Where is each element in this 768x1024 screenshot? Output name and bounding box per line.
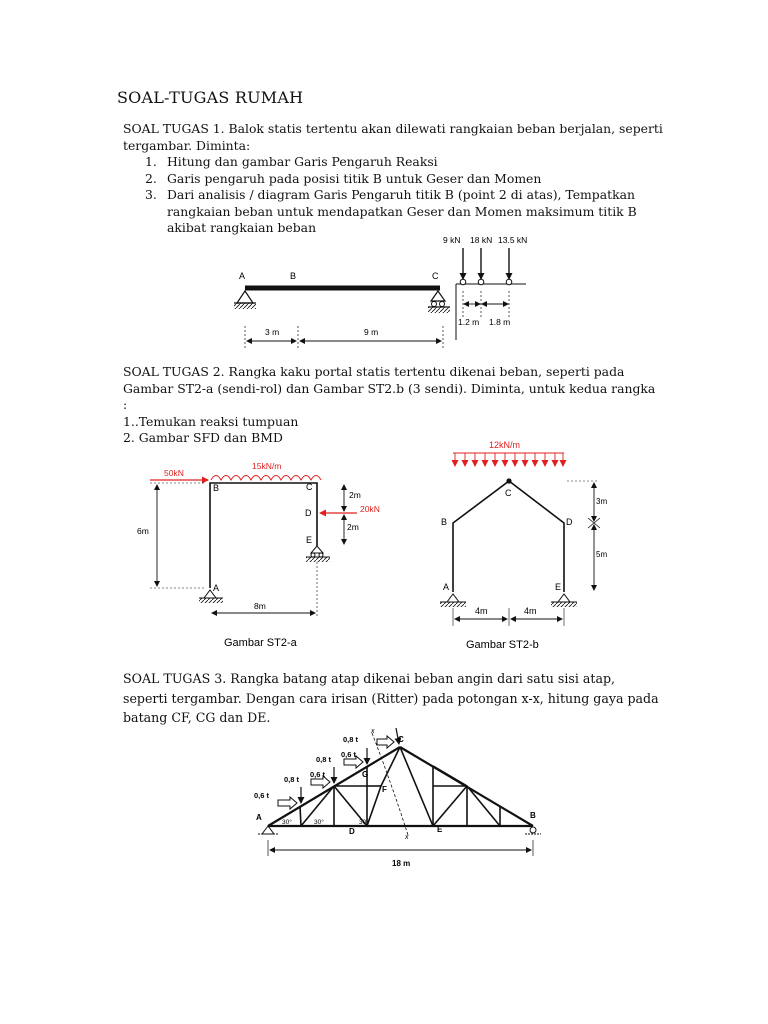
portal-figure-a (137, 461, 380, 649)
load-label: 0,8 t (343, 735, 359, 744)
portal-figure-b (440, 440, 607, 651)
dim-label: 3 m (265, 327, 280, 337)
point-label: A (256, 813, 262, 822)
roller-support-icon (428, 291, 450, 313)
task2-intro: SOAL TUGAS 2. Rangka kaku portal statis tertentu dikenai beban, seperti pada Gambar ST2-a (sendi-rol) dan Gambar ST2.b (3 sendi). Diminta, untuk kedua rangka : (123, 364, 656, 412)
dim-label: 2m (347, 522, 359, 532)
cut-label: x (371, 728, 375, 735)
dim-label: 2m (349, 490, 361, 500)
roof-truss-figure (254, 728, 541, 868)
task1-intro: SOAL TUGAS 1. Balok statis tertentu akan dilewati rangkaian beban berjalan, seperti tergambar. Diminta: (123, 121, 663, 153)
dim-label: 1.8 m (489, 317, 511, 327)
item-text: Dari analisis / diagram Garis Pengaruh titik B (point 2 di atas), Tempatkan rangkaian beban untuk mendapatkan Geser dan Momen maksimum titik B akibat rangkaian beban (167, 187, 637, 235)
dim-label: 6m (137, 526, 149, 536)
point-label: E (555, 582, 562, 592)
dim-label: 1.2 m (458, 317, 480, 327)
load-label: 13.5 kN (498, 235, 528, 245)
point-label: D (349, 827, 355, 836)
load-train (443, 235, 527, 340)
figure-caption: Gambar ST2-b (466, 639, 539, 651)
item-number: 1. (145, 154, 157, 169)
load-label: 15kN/m (252, 461, 282, 471)
pin-support-icon (258, 826, 278, 834)
angle-label: 30° (314, 819, 324, 826)
load-label: 0,6 t (254, 791, 270, 800)
pin-support-icon (551, 594, 577, 607)
dim-label: 8m (254, 601, 266, 611)
dim-label: 4m (524, 606, 537, 616)
angle-label: 30° (282, 819, 292, 826)
dim-label: 3m (596, 497, 608, 506)
pin-support-icon (234, 291, 256, 309)
item-text: Hitung dan gambar Garis Pengaruh Reaksi (167, 154, 438, 169)
cut-label: x (405, 834, 409, 841)
point-label: D (566, 517, 573, 527)
item-text: Garis pengaruh pada posisi titik B untuk Geser dan Momen (167, 170, 542, 186)
dim-label: 9 m (364, 327, 379, 337)
task2-item: 2. Gambar SFD dan BMD (123, 430, 283, 445)
page-title: SOAL-TUGAS RUMAH (117, 88, 304, 107)
load-label: 0,6 t (310, 770, 326, 779)
point-label: C (505, 488, 512, 498)
pin-support-icon (199, 590, 223, 603)
load-label: 0,8 t (316, 755, 332, 764)
dim-label: 5m (596, 550, 608, 559)
load-label: 0,6 t (341, 750, 357, 759)
beam-figure (234, 235, 527, 348)
task2-item: 1..Temukan reaksi tumpuan (123, 413, 299, 429)
load-label: 9 kN (443, 235, 461, 245)
item-number: 2. (145, 170, 157, 186)
roller-support-icon (525, 827, 541, 834)
point-label: B (213, 483, 220, 493)
dim-label: 4m (475, 606, 488, 616)
point-label: C (306, 482, 313, 492)
load-label: 50kN (164, 468, 184, 478)
point-label: B (530, 811, 536, 820)
roller-support-icon (306, 546, 330, 562)
point-label: B (441, 517, 448, 527)
point-label: A (443, 582, 450, 592)
point-label: A (213, 583, 220, 593)
point-label: E (306, 535, 313, 545)
load-label: 12kN/m (489, 440, 521, 450)
figure-caption: Gambar ST2-a (224, 637, 297, 649)
load-label: 20kN (360, 504, 380, 514)
load-arrow (278, 797, 297, 809)
point-label: G (362, 770, 369, 779)
load-arrow (377, 736, 394, 748)
point-label: D (305, 508, 312, 518)
item-number: 3. (145, 187, 157, 202)
point-label: E (437, 825, 443, 834)
load-label: 18 kN (470, 235, 493, 245)
load-label: 0,8 t (284, 775, 300, 784)
point-label: C (432, 271, 439, 281)
point-label: F (382, 785, 387, 794)
dim-label: 18 m (392, 859, 411, 868)
point-label: B (290, 271, 297, 281)
distributed-load (211, 476, 321, 481)
point-label: C (398, 735, 404, 744)
pin-support-icon (440, 594, 466, 607)
task3-intro: SOAL TUGAS 3. Rangka batang atap dikenai beban angin dari satu sisi atap, seperti tergambar. Dengan cara irisan (Ritter) pada potongan x-x, hitung gaya pada batang CF, CG dan DE. (123, 671, 659, 725)
point-label: A (239, 271, 246, 281)
angle-label: 30° (359, 819, 369, 826)
